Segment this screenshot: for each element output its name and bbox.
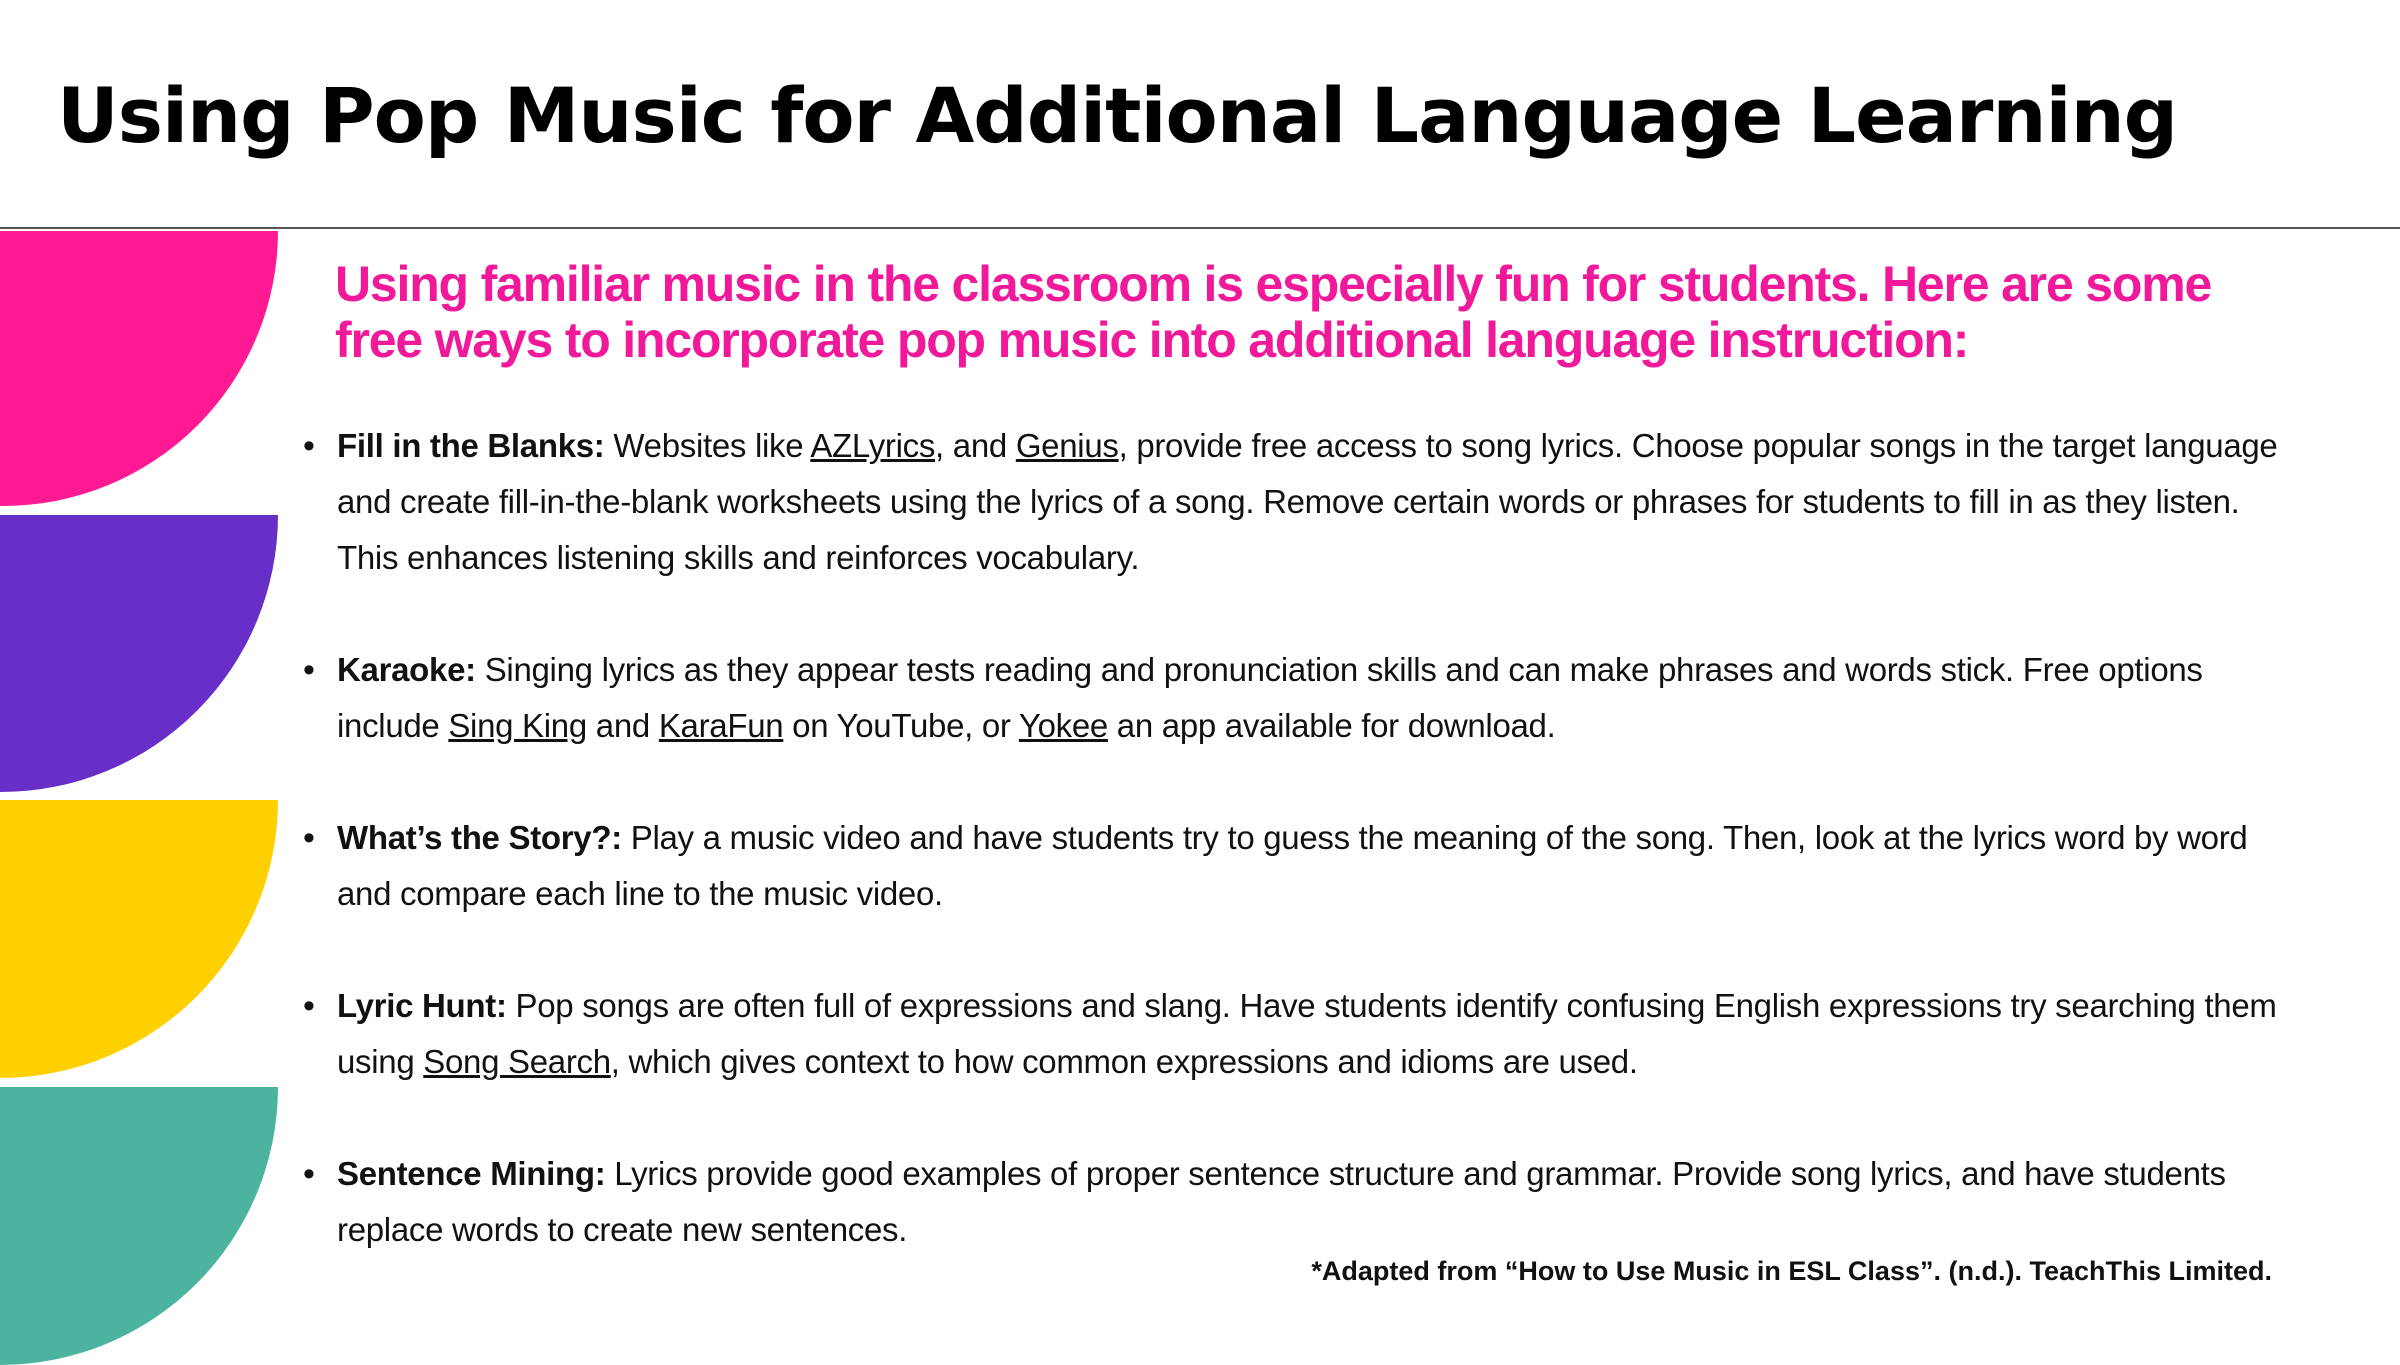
yokee-link[interactable]: Yokee — [1018, 707, 1108, 744]
item-text: on YouTube, or — [783, 707, 1019, 744]
list-item-karaoke — [337, 642, 2287, 754]
list-item-fill-in-the-blanks — [337, 418, 2287, 586]
genius-link[interactable]: Genius — [1015, 427, 1119, 464]
item-term: What’s the Story?: — [337, 819, 622, 856]
azlyrics-link[interactable]: AZLyrics — [810, 427, 936, 464]
activity-list — [337, 418, 2287, 1314]
sing-king-link[interactable]: Sing King — [448, 707, 587, 744]
item-text: Websites like — [604, 427, 811, 464]
decorative-teal-quarter-circle — [0, 1087, 278, 1365]
item-text: Play a music video and have students try to guess the meaning of the song. Then, look at the lyrics word by word and compare each line to the music video. — [337, 819, 2248, 912]
item-text: Pop songs are often full of expressions and slang. Have students identify confusing English expressions try searching them using — [337, 987, 2277, 1080]
item-text: Lyrics provide good examples of proper sentence structure and grammar. Provide song lyrics, and have students replace words to create new sentences. — [337, 1155, 2226, 1248]
list-item-whats-the-story — [337, 810, 2287, 922]
item-term: Karaoke: — [337, 651, 476, 688]
item-text: , which gives context to how common expressions and idioms are used. — [610, 1043, 1638, 1080]
page-title: Using Pop Music for Additional Language Learning — [57, 71, 2178, 160]
item-term: Lyric Hunt: — [337, 987, 507, 1024]
decorative-purple-quarter-circle — [0, 515, 278, 792]
title-divider — [0, 227, 2400, 229]
item-text: an app available for download. — [1107, 707, 1556, 744]
list-item-sentence-mining — [337, 1146, 2287, 1258]
item-term: Fill in the Blanks: — [337, 427, 605, 464]
item-term: Sentence Mining: — [337, 1155, 606, 1192]
citation-note: *Adapted from “How to Use Music in ESL Class”. (n.d.). TeachThis Limited. — [1311, 1256, 2272, 1286]
item-text: , and — [935, 427, 1016, 464]
list-item-lyric-hunt — [337, 978, 2287, 1090]
decorative-pink-quarter-circle — [0, 231, 278, 506]
song-search-link[interactable]: Song Search — [423, 1043, 611, 1080]
intro-subtitle: Using familiar music in the classroom is especially fun for students. Here are some free ways to incorporate pop music into additional language instruction: — [335, 256, 2212, 368]
decorative-yellow-quarter-circle — [0, 800, 278, 1078]
karafun-link[interactable]: KaraFun — [658, 707, 784, 744]
item-text: and — [586, 707, 659, 744]
item-text: , provide free access to song lyrics. Choose popular songs in the target language and create fill-in-the-blank worksheets using the lyrics of a song. Remove certain words or phrases for students to fill in as they listen. This enhances listening skills and reinforces vocabulary. — [337, 427, 2278, 576]
item-text: Singing lyrics as they appear tests reading and pronunciation skills and can make phrases and words stick. Free options include — [337, 651, 2203, 744]
